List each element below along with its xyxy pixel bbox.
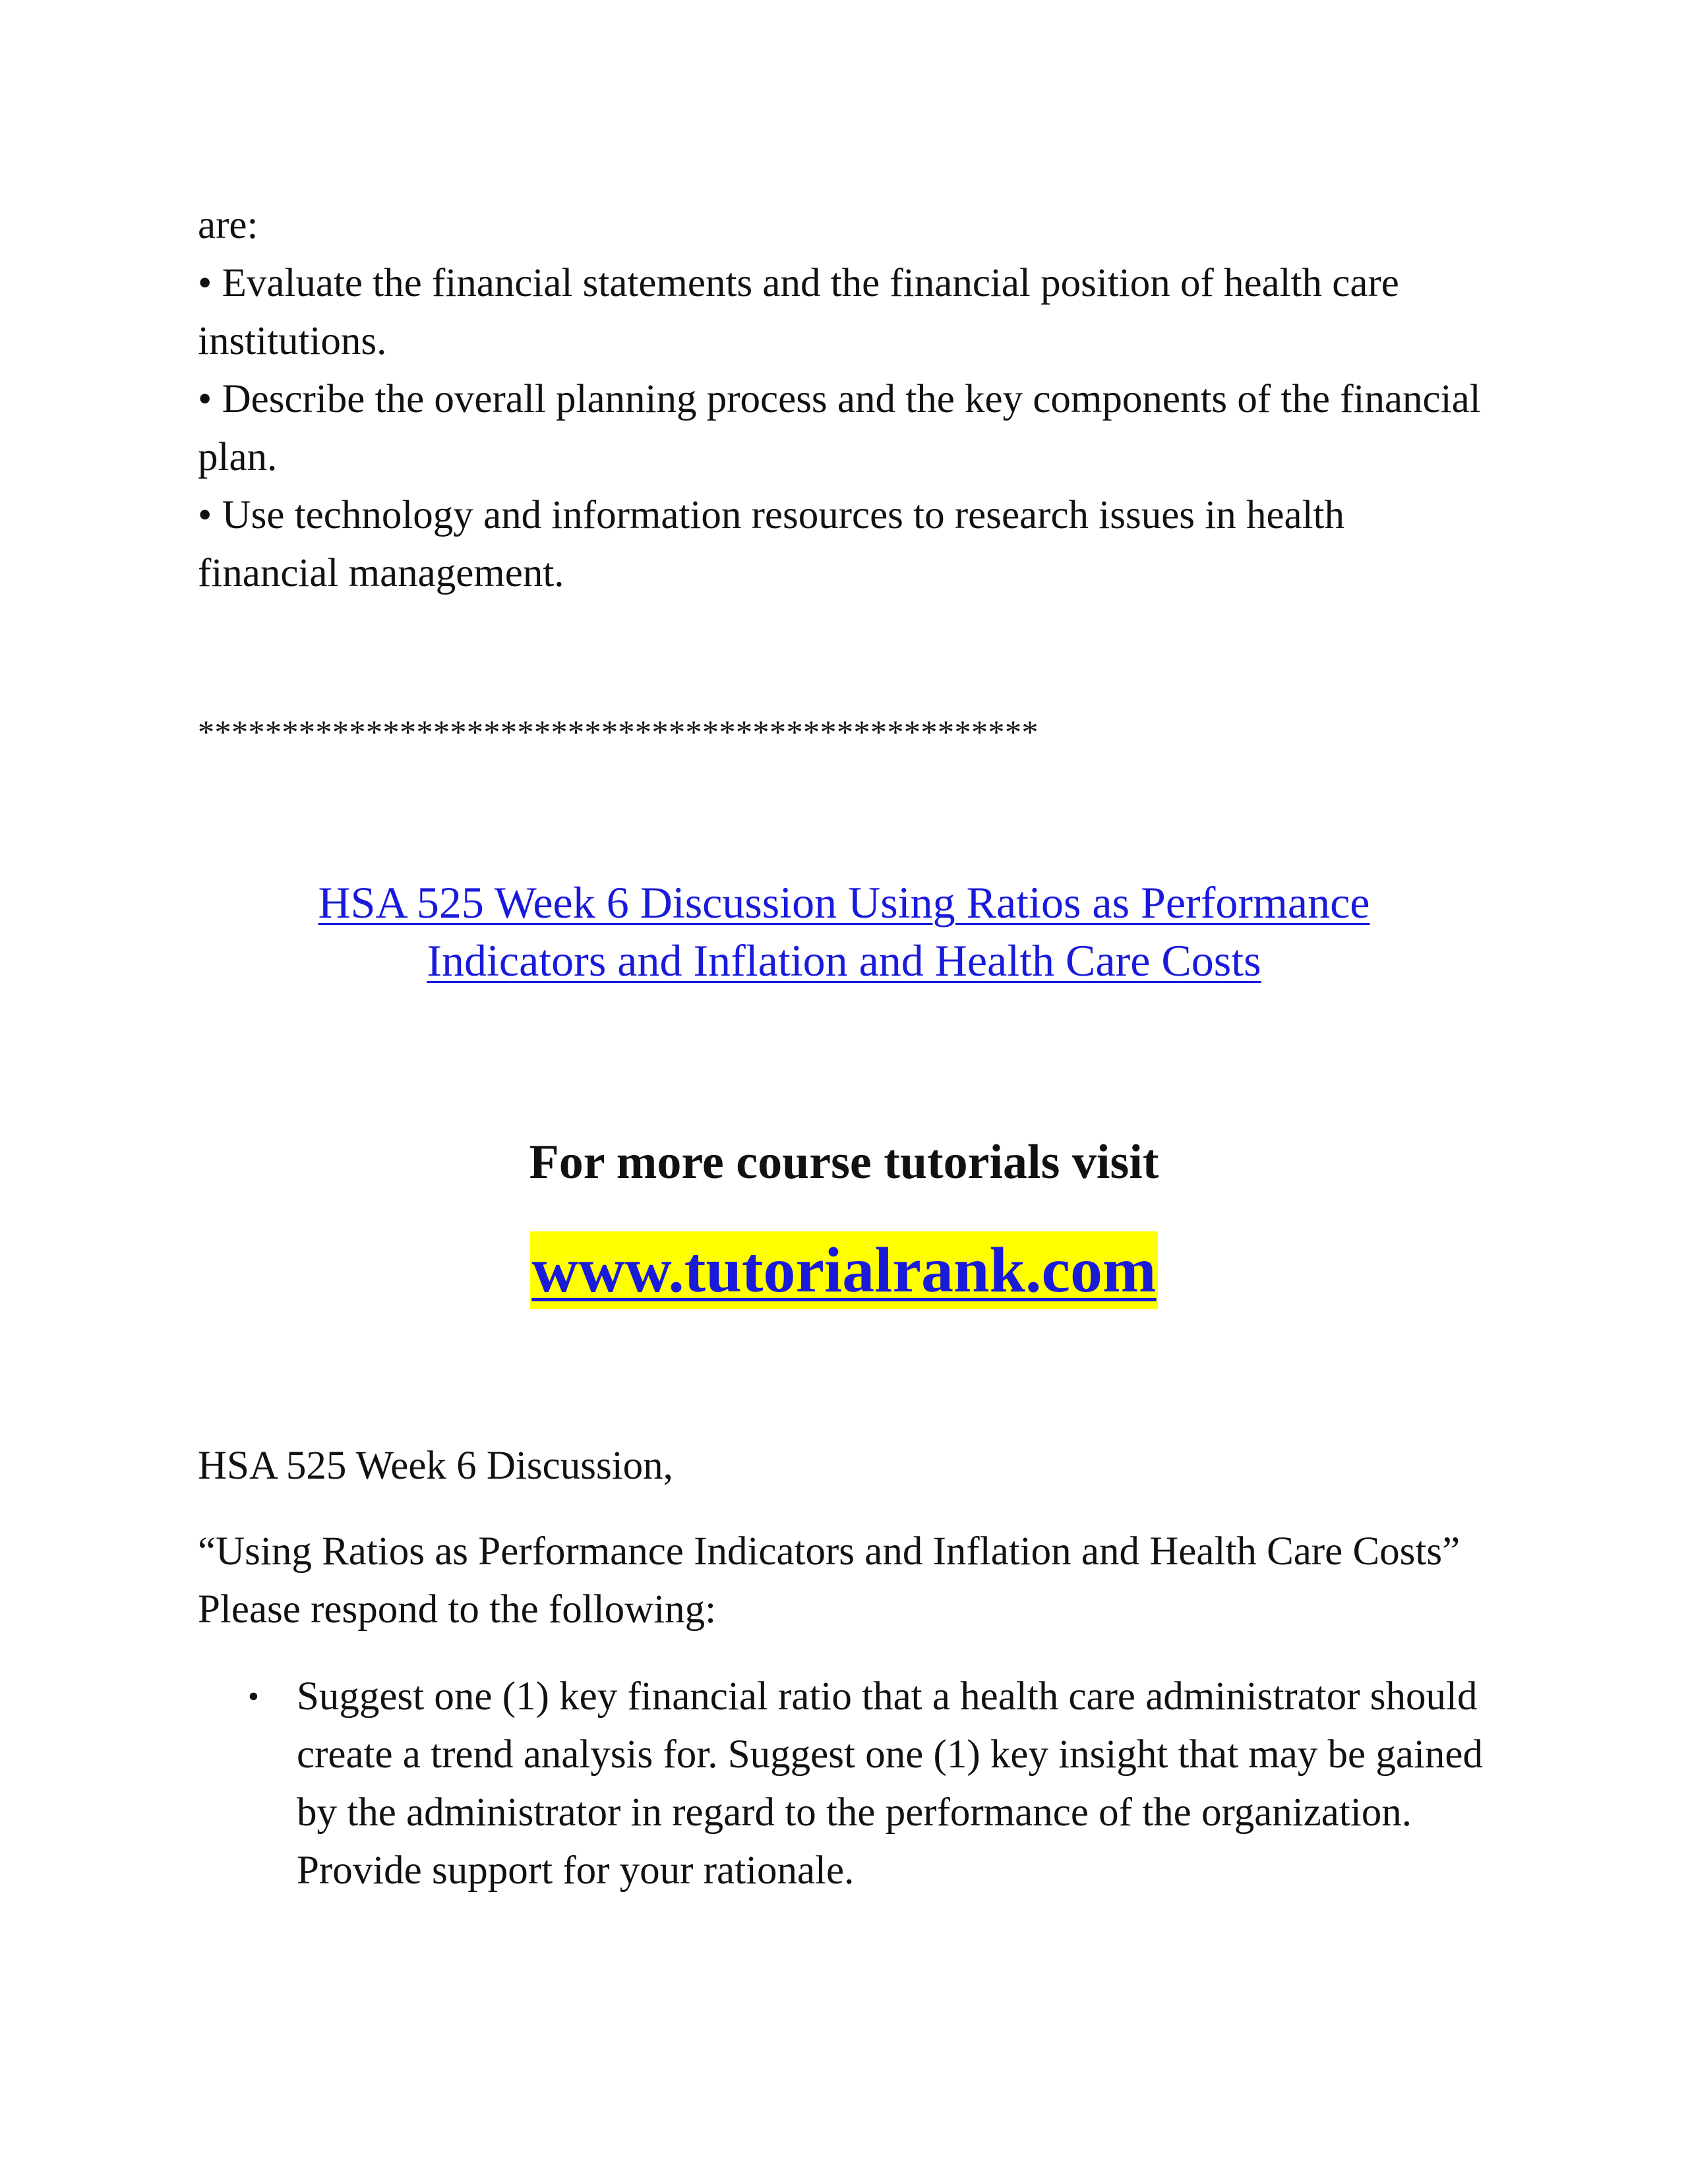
- site-link-wrapper: [0, 1231, 1688, 1309]
- intro-item: • Evaluate the financial statements and the financial position of health care institutions.: [198, 261, 1399, 363]
- course-link-line-2[interactable]: Indicators and Inflation and Health Care Costs: [427, 935, 1261, 986]
- promo-text: For more course tutorials visit: [529, 1135, 1159, 1189]
- intro-section: [198, 196, 1490, 603]
- intro-item: • Use technology and information resources to research issues in health financial management.: [198, 493, 1345, 595]
- site-link[interactable]: www.tutorialrank.com: [530, 1231, 1157, 1309]
- bullet-icon: •: [248, 1679, 259, 1714]
- intro-lead: are:: [198, 203, 258, 247]
- list-item: [198, 1668, 1490, 1900]
- course-link-title: [0, 873, 1688, 989]
- discussion-title: HSA 525 Week 6 Discussion,: [198, 1444, 673, 1488]
- course-link-line-1[interactable]: HSA 525 Week 6 Discussion Using Ratios as Performance: [318, 877, 1370, 928]
- list-item-text: Suggest one (1) key financial ratio that a health care administrator should create a trend analysis for. Suggest one (1) key insight that may be gained by the administrator in regard to the performance of the organization. Provide support for your rationale.: [297, 1674, 1483, 1893]
- discussion-prompt: “Using Ratios as Performance Indicators and Inflation and Health Care Costs” Please respond to the following:: [198, 1529, 1461, 1632]
- intro-item: • Describe the overall planning process and the key components of the financial plan.: [198, 377, 1481, 479]
- discussion-bullet-list: [198, 1668, 1490, 1900]
- asterisk-separator: **************************************************: [198, 713, 1039, 750]
